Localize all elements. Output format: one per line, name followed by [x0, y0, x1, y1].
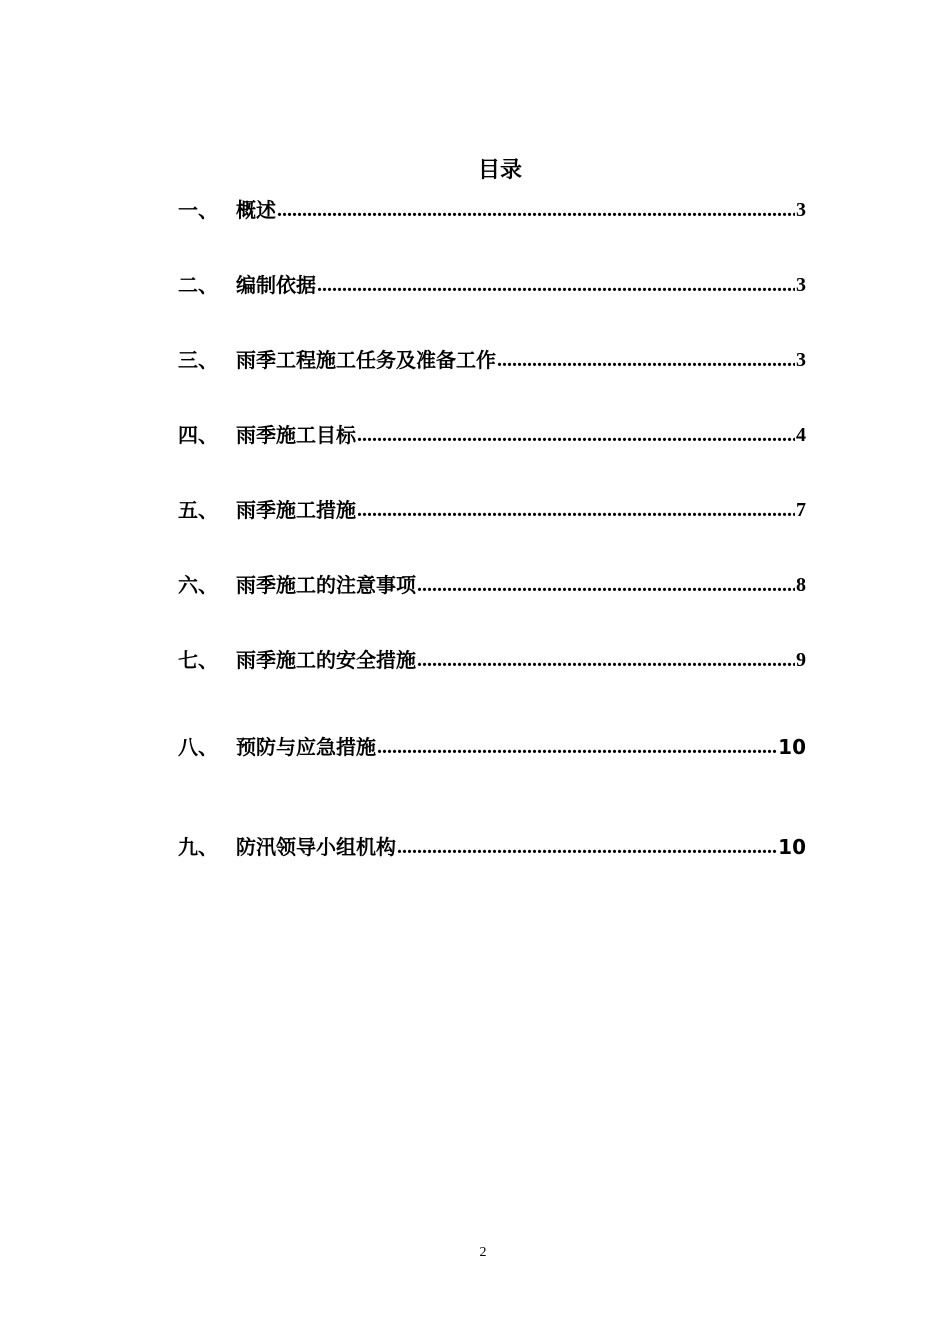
toc-entry-measures[interactable] — [178, 496, 806, 524]
toc-leader-dots — [377, 733, 777, 761]
toc-entry-title: 雨季施工目标 — [236, 423, 356, 447]
toc-entry-page: 3 — [796, 199, 806, 221]
toc-leader-dots — [397, 833, 777, 861]
toc-entry-number: 四、 — [178, 423, 218, 447]
toc-leader-dots — [497, 346, 795, 374]
toc-entry-emergency[interactable] — [178, 733, 806, 761]
toc-entry-number: 三、 — [178, 348, 218, 372]
toc-entry-title: 预防与应急措施 — [236, 735, 376, 759]
toc-leader-dots — [277, 196, 795, 224]
toc-entry-number: 五、 — [178, 498, 218, 522]
toc-entry-page: 3 — [796, 349, 806, 371]
toc-entry-title: 雨季施工的安全措施 — [236, 648, 416, 672]
toc-entry-title: 防汛领导小组机构 — [236, 835, 396, 859]
toc-entry-title: 雨季施工措施 — [236, 498, 356, 522]
toc-entry-page: 4 — [796, 424, 806, 446]
toc-leader-dots — [417, 646, 795, 674]
toc-entry-number: 二、 — [178, 273, 218, 297]
toc-entry-number: 一、 — [178, 198, 218, 222]
toc-entry-basis[interactable] — [178, 271, 806, 299]
toc-entry-page: 9 — [796, 649, 806, 671]
toc-leader-dots — [357, 421, 795, 449]
toc-entry-safety[interactable] — [178, 646, 806, 674]
toc-entry-number: 七、 — [178, 648, 218, 672]
toc-entry-page: 8 — [796, 574, 806, 596]
toc-entry-flood-team[interactable] — [178, 833, 806, 861]
toc-entry-number: 九、 — [178, 835, 218, 859]
page-title: 目录 — [477, 158, 522, 183]
toc-entry-page: 3 — [796, 274, 806, 296]
toc-leader-dots — [417, 571, 795, 599]
toc-entry-number: 八、 — [178, 735, 218, 759]
toc-leader-dots — [357, 496, 795, 524]
toc-entry-goals[interactable] — [178, 421, 806, 449]
toc-entry-page: 10 — [778, 835, 806, 859]
toc-entry-title: 概述 — [236, 198, 276, 222]
toc-entry-tasks[interactable] — [178, 346, 806, 374]
toc-entry-number: 六、 — [178, 573, 218, 597]
toc-entry-title: 雨季施工的注意事项 — [236, 573, 416, 597]
toc-entry-title: 雨季工程施工任务及准备工作 — [236, 348, 496, 372]
page-number: 2 — [479, 1245, 487, 1260]
toc-entry-title: 编制依据 — [236, 273, 316, 297]
toc-entry-page: 7 — [796, 499, 806, 521]
toc-entry-overview[interactable] — [178, 196, 806, 224]
toc-leader-dots — [317, 271, 795, 299]
toc-entry-precautions[interactable] — [178, 571, 806, 599]
toc-entry-page: 10 — [778, 735, 806, 759]
